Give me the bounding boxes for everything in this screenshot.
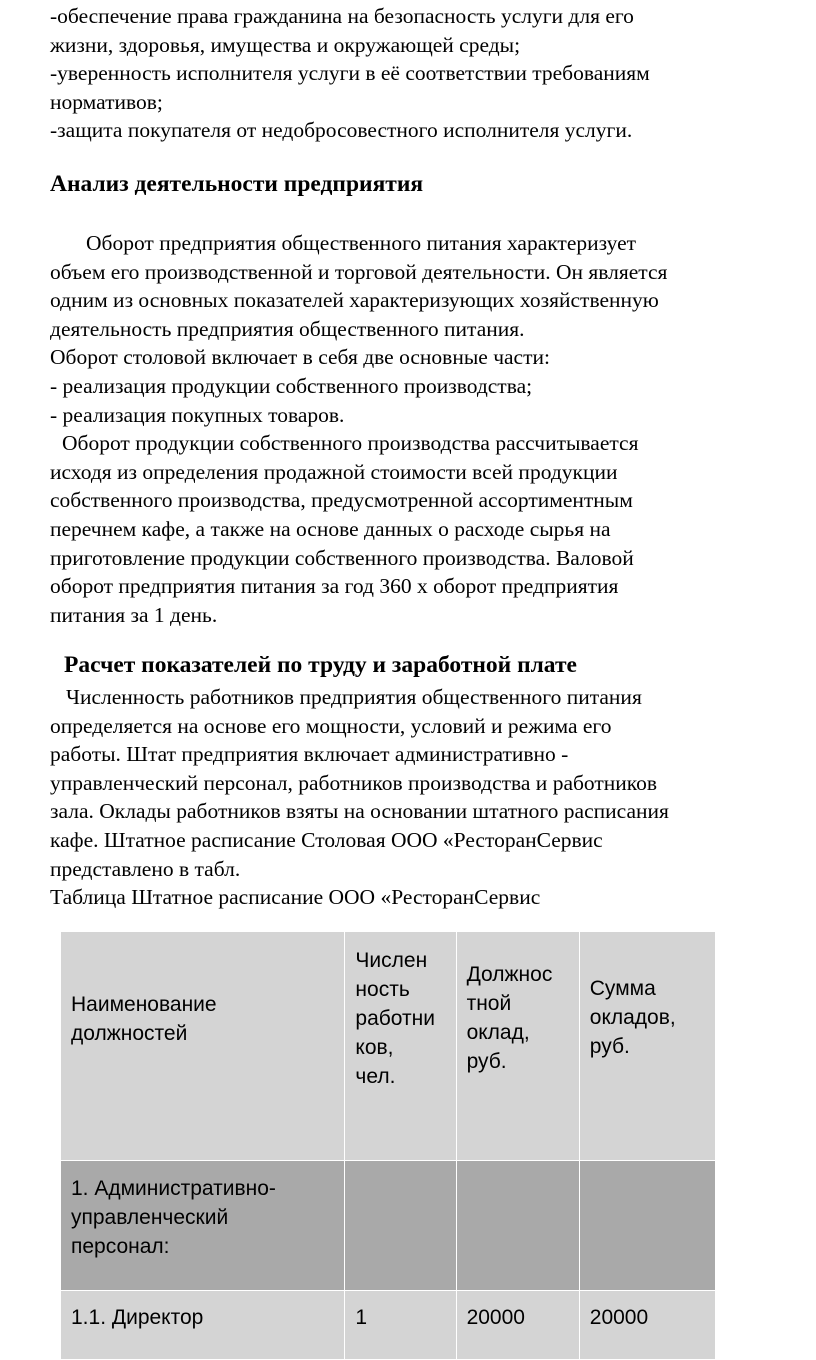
labor-line: представлено в табл. (50, 856, 241, 881)
header-label: Числен ность работни ков, чел. (355, 949, 435, 1088)
table-caption: Таблица Штатное расписание ООО «РесторанСервис (50, 885, 541, 910)
labor-line: зала. Оклады работников взяты на основании штатного расписания (50, 799, 669, 824)
analysis-line: перечнем кафе, а также на основе данных о расходе сырья на (50, 516, 611, 541)
analysis-line: собственного производства, предусмотренной ассортиментным (50, 488, 633, 513)
cell-headcount: 1 (345, 1291, 456, 1360)
analysis-line: Оборот столовой включает в себя две основные части: (50, 345, 550, 370)
labor-line: Численность работников предприятия общественного питания (66, 685, 642, 709)
header-cell-salary-sum (579, 932, 715, 1161)
header-label: Сумма окладов, руб. (589, 977, 676, 1058)
cell-salary: 20000 (456, 1291, 579, 1360)
table-header-row (61, 932, 716, 1161)
analysis-line: питания за 1 день. (50, 602, 218, 627)
analysis-line: Оборот продукции собственного производства рассчитывается (62, 431, 639, 456)
empty-cell (579, 1161, 715, 1291)
empty-cell (345, 1161, 456, 1291)
analysis-line: деятельность предприятия общественного питания. (50, 316, 525, 341)
header-label: Должнос тной оклад, руб. (466, 963, 553, 1073)
analysis-line: - реализация покупных товаров. (50, 402, 345, 427)
labor-line: управленческий персонал, работников производства и работников (50, 770, 658, 795)
cell-salary-sum: 20000 (579, 1291, 715, 1360)
analysis-line: объем его производственной и торговой деятельности. Он является (50, 259, 668, 284)
cell-position: 1.1. Директор (61, 1291, 345, 1360)
labor-line: кафе. Штатное расписание Столовая ООО «РесторанСервис (50, 827, 603, 852)
intro-line: -обеспечение права гражданина на безопасность услуги для его (50, 4, 634, 28)
intro-line: жизни, здоровья, имущества и окружающей среды; (50, 32, 521, 57)
intro-line: -защита покупателя от недобросовестного исполнителя услуги. (50, 118, 633, 143)
intro-line: нормативов; (50, 89, 163, 114)
labor-body (50, 683, 669, 912)
header-label: Наименование должностей (71, 993, 217, 1045)
intro-list (50, 2, 650, 145)
analysis-line: одним из основных показателей характеризующих хозяйственную (50, 288, 659, 313)
table-row (61, 1291, 716, 1360)
staff-schedule-table (60, 931, 716, 1360)
header-cell-position (61, 932, 345, 1161)
analysis-line: - реализация продукции собственного производства; (50, 373, 533, 398)
section-heading-labor: Расчет показателей по труду и заработной плате (64, 652, 577, 678)
section-heading-analysis: Анализ деятельности предприятия (50, 171, 424, 197)
group-label: 1. Административно- управленческий персонал: (71, 1177, 276, 1258)
header-cell-salary (456, 932, 579, 1161)
intro-line: -уверенность исполнителя услуги в её соответствии требованиям (50, 61, 650, 86)
labor-line: определяется на основе его мощности, условий и режима его (50, 713, 612, 738)
analysis-body (50, 229, 667, 629)
analysis-line: исходя из определения продажной стоимости всей продукции (50, 459, 618, 484)
table-group-row (61, 1161, 716, 1291)
header-cell-headcount (345, 932, 456, 1161)
analysis-line: Оборот предприятия общественного питания характеризует (86, 231, 637, 255)
empty-cell (456, 1161, 579, 1291)
analysis-line: приготовление продукции собственного производства. Валовой (50, 545, 634, 570)
labor-line: работы. Штат предприятия включает административно - (50, 742, 569, 767)
analysis-line: оборот предприятия питания за год 360 х оборот предприятия (50, 574, 619, 599)
group-cell (61, 1161, 345, 1291)
